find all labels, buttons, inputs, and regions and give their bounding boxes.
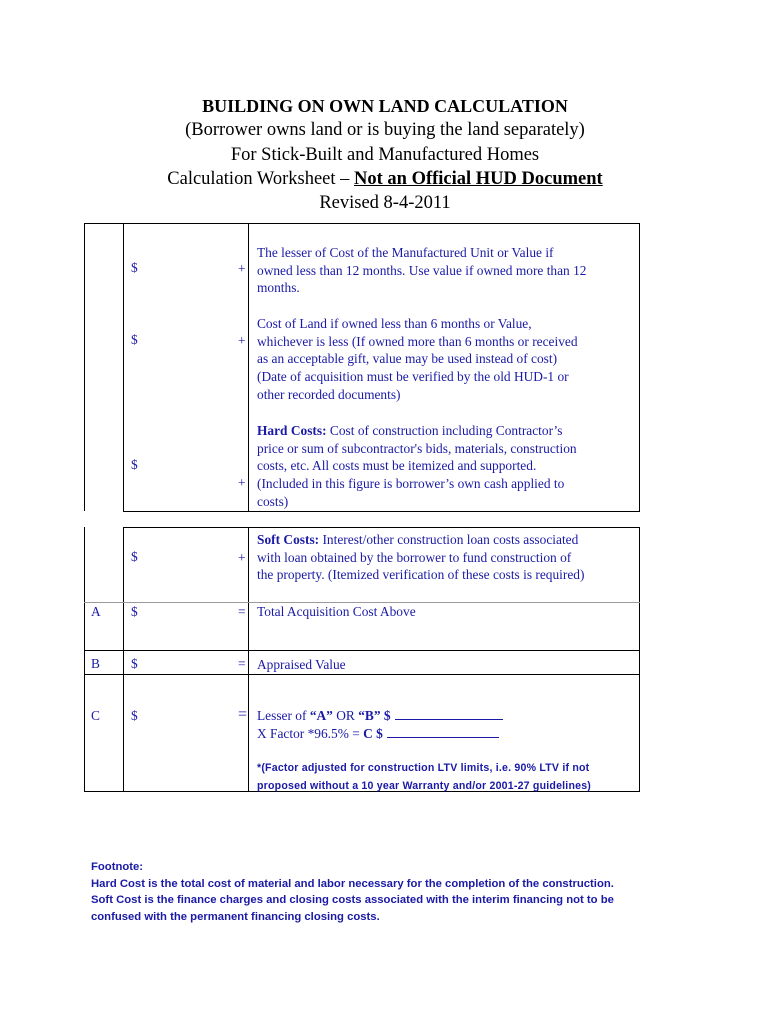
amount-field-a[interactable]: $ bbox=[131, 604, 138, 619]
note-line: proposed without a 10 year Warranty and/or 2001-27 guidelines) bbox=[257, 779, 592, 792]
hard-costs-heading: Hard Costs: bbox=[257, 423, 327, 438]
description-line: costs, etc. All costs must be itemized and supported. bbox=[257, 458, 537, 474]
table-left-border-lower bbox=[84, 527, 85, 791]
lower-block-top-border bbox=[123, 527, 640, 528]
subtitle-borrower-land: (Borrower owns land or is buying the land separately) bbox=[185, 120, 585, 141]
row-separator-b bbox=[84, 650, 640, 651]
description-text: Cost of construction including Contractor’s bbox=[326, 423, 563, 438]
equals-operator: = bbox=[238, 706, 248, 723]
description-line: with loan obtained by the borrower to fund construction of bbox=[257, 549, 572, 565]
footnote bbox=[91, 859, 731, 926]
soft-costs-description bbox=[257, 531, 637, 584]
col-divider-2-lower bbox=[248, 527, 249, 791]
ref-b: “B” $ bbox=[358, 708, 391, 723]
equals-operator: = bbox=[238, 656, 246, 671]
revision-date: Revised 8-4-2011 bbox=[319, 193, 451, 214]
description-line: Cost of Land if owned less than 6 months or Value, bbox=[257, 316, 532, 331]
description-line: owned less than 12 months. Use value if owned more than 12 bbox=[257, 262, 587, 278]
lesser-of-blank-field[interactable] bbox=[395, 707, 503, 720]
row-separator-c bbox=[84, 674, 640, 675]
factor-blank-field[interactable] bbox=[387, 725, 499, 738]
factor-dollar: $ bbox=[372, 725, 383, 741]
col-divider-1-upper bbox=[123, 223, 124, 511]
amount-field-c[interactable]: $ bbox=[131, 708, 138, 723]
subtitle-worksheet bbox=[0, 167, 770, 191]
subtitle-home-types: For Stick-Built and Manufactured Homes bbox=[230, 144, 540, 165]
row-label-a: A bbox=[91, 604, 101, 619]
lesser-of-text: Lesser of bbox=[257, 708, 310, 723]
manufactured-unit-description bbox=[257, 244, 637, 297]
footnote-title: Footnote: bbox=[91, 861, 144, 873]
lesser-of-calculation bbox=[257, 707, 637, 742]
upper-block-bottom-border bbox=[123, 511, 640, 512]
footnote-line-closing: confused with the permanent financing closing costs. bbox=[91, 911, 380, 924]
description-line: costs) bbox=[257, 493, 289, 509]
description-line: as an acceptable gift, value may be used instead of cost) bbox=[257, 351, 558, 367]
footnote-line-hard-cost: Hard Cost is the total cost of material and labor necessary for the completion of the construction. bbox=[91, 877, 614, 890]
description-line: (Included in this figure is borrower’s own cash applied to bbox=[257, 476, 565, 492]
total-acquisition-label: Total Acquisition Cost Above bbox=[257, 604, 416, 619]
note-line: *(Factor adjusted for construction LTV limits, i.e. 90% LTV if not bbox=[257, 762, 590, 774]
description-text: Interest/other construction loan costs associated bbox=[319, 532, 579, 547]
hard-costs-description bbox=[257, 422, 637, 511]
document-header bbox=[0, 94, 770, 215]
row-label-b: B bbox=[91, 656, 100, 671]
table-top-border bbox=[84, 223, 640, 224]
appraised-value-label: Appraised Value bbox=[257, 657, 346, 672]
table-left-border-upper bbox=[84, 223, 85, 511]
col-divider-1-lower bbox=[123, 527, 124, 791]
col-divider-2-upper bbox=[248, 223, 249, 511]
description-line: the property. (Itemized verification of these costs is required) bbox=[257, 567, 585, 583]
ltv-factor-note bbox=[257, 760, 637, 795]
description-line: The lesser of Cost of the Manufactured Unit or Value if bbox=[257, 245, 554, 260]
amount-field-hard-costs[interactable]: $ bbox=[131, 457, 138, 472]
row-label-c: C bbox=[91, 708, 100, 723]
not-official-notice: Not an Official HUD Document bbox=[354, 168, 603, 189]
description-line bbox=[257, 422, 637, 440]
plus-operator: + bbox=[238, 333, 246, 348]
table-right-border-lower bbox=[639, 527, 640, 791]
description-line: other recorded documents) bbox=[257, 386, 401, 402]
worksheet-prefix: Calculation Worksheet – bbox=[167, 168, 355, 189]
document-title: BUILDING ON OWN LAND CALCULATION bbox=[202, 96, 568, 116]
description-line: (Date of acquisition must be verified by the old HUD-1 or bbox=[257, 369, 569, 385]
ref-c: C bbox=[363, 725, 373, 741]
factor-text: X Factor *96.5% = bbox=[257, 725, 364, 741]
equals-operator: = bbox=[238, 604, 246, 619]
plus-operator: + bbox=[238, 475, 246, 490]
land-cost-description bbox=[257, 315, 637, 404]
amount-field-manufactured-unit[interactable]: $ bbox=[131, 260, 138, 275]
amount-field-land-cost[interactable]: $ bbox=[131, 332, 138, 347]
description-line: price or sum of subcontractor's bids, materials, construction bbox=[257, 440, 577, 456]
description-line: whichever is less (If owned more than 6 months or received bbox=[257, 333, 578, 349]
amount-field-b[interactable]: $ bbox=[131, 656, 138, 671]
or-text: OR bbox=[332, 708, 359, 723]
factor-line bbox=[257, 725, 637, 743]
soft-costs-heading: Soft Costs: bbox=[257, 532, 320, 547]
footnote-line-soft-cost: Soft Cost is the finance charges and closing costs associated with the interim financing not to be bbox=[91, 894, 614, 907]
description-line: months. bbox=[257, 280, 300, 296]
plus-operator: + bbox=[238, 261, 246, 276]
table-right-border-upper bbox=[639, 223, 640, 511]
description-line bbox=[257, 531, 637, 549]
ref-a: “A” bbox=[309, 708, 333, 723]
amount-field-soft-costs[interactable]: $ bbox=[131, 549, 138, 564]
plus-operator: + bbox=[238, 550, 246, 565]
lesser-of-line bbox=[257, 707, 637, 725]
